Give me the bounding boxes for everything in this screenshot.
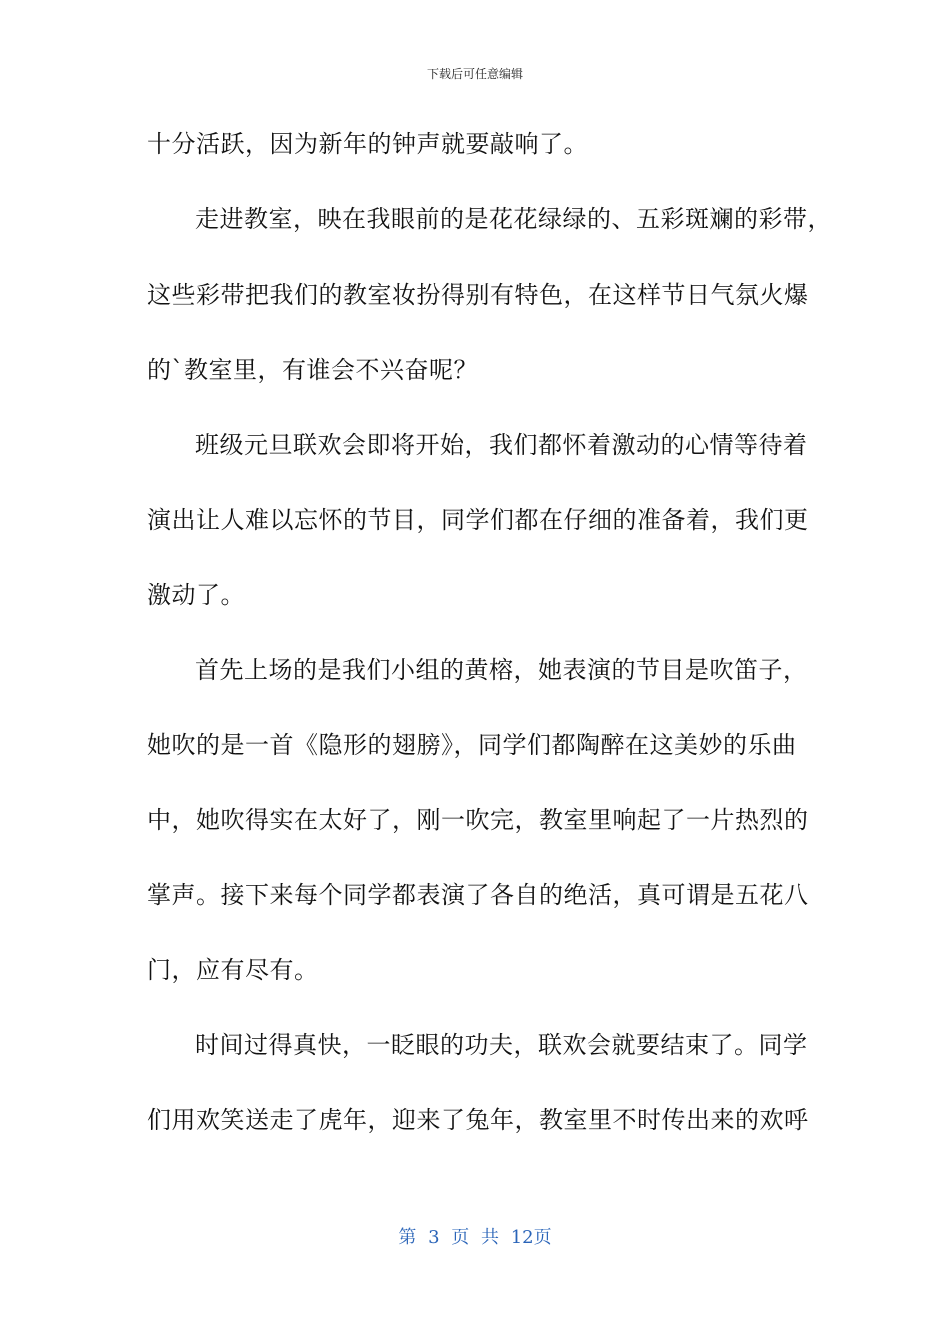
- text-line: 这些彩带把我们的教室妆扮得别有特色，在这样节日气氛火爆: [147, 281, 809, 309]
- text-line: 首先上场的是我们小组的黄榕，她表演的节目是吹笛子，: [195, 656, 808, 684]
- text-line: 们用欢笑送走了虎年，迎来了兔年，教室里不时传出来的欢呼: [147, 1106, 809, 1134]
- page-header: 下载后可任意编辑: [426, 67, 523, 81]
- text-line: 演出让人难以忘怀的节目，同学们都在仔细的准备着，我们更: [147, 506, 809, 534]
- text-line: 掌声。接下来每个同学都表演了各自的绝活，真可谓是五花八: [147, 881, 809, 909]
- text-line: 班级元旦联欢会即将开始，我们都怀着激动的心情等待着: [195, 431, 808, 459]
- text-line: 十分活跃，因为新年的钟声就要敲响了。: [147, 130, 588, 158]
- text-line: 走进教室，映在我眼前的是花花绿绿的、五彩斑斓的彩带，: [195, 205, 832, 233]
- text-line: 中，她吹得实在太好了，刚一吹完，教室里响起了一片热烈的: [147, 806, 809, 834]
- text-line: 她吹的是一首《隐形的翅膀》，同学们都陶醉在这美妙的乐曲: [147, 731, 797, 759]
- page-number-footer: 第 3 页 共 12页: [398, 1227, 552, 1248]
- text-line: 时间过得真快，一眨眼的功夫，联欢会就要结束了。同学: [195, 1031, 808, 1059]
- text-line: 的`教室里，有谁会不兴奋呢？: [147, 356, 478, 384]
- text-line: 激动了。: [147, 581, 245, 609]
- text-line: 门，应有尽有。: [147, 956, 319, 984]
